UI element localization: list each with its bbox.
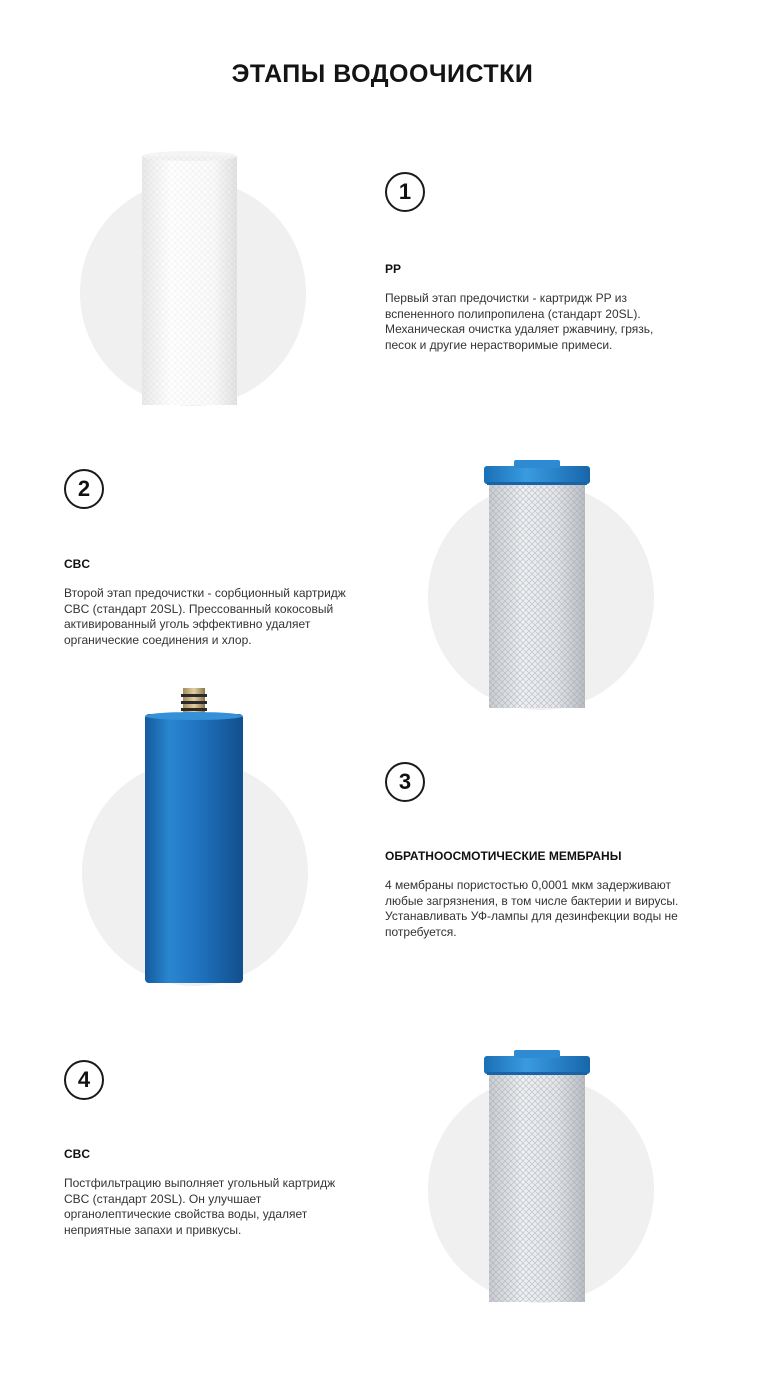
stage-2-name: CBC (64, 557, 90, 571)
stage-4-description: Постфильтрацию выполняет угольный картридж CBC (стандарт 20SL). Он улучшает органолептические свойства воды, удаляет неприятные запахи и привкусы. (64, 1176, 336, 1237)
stage-1-name: PP (385, 262, 402, 276)
stage-3-name: ОБРАТНООСМОТИЧЕСКИЕ МЕМБРАНЫ (385, 849, 622, 863)
carbon-cartridge-image (484, 460, 590, 710)
stage-2-description: Второй этап предочистки - сорбционный картридж CBC (стандарт 20SL). Прессованный кокосовый активированный уголь эффективно удаляет органические соединения и хлор. (64, 586, 346, 647)
stage-3-number: 3 (385, 762, 425, 802)
stage-3-description: 4 мембраны пористостью 0,0001 мкм задерживают любые загрязнения, в том числе бактерии и вирусы. Устанавливать УФ-лампы для дезинфекции воды не потребуется. (385, 878, 679, 939)
stage-4-number: 4 (64, 1060, 104, 1100)
stage-1-description: Первый этап предочистки - картридж PP из вспененного полипропилена (стандарт 20SL). Механическая очистка удаляет ржавчину, грязь, песок и другие нерастворимые примеси. (385, 291, 654, 352)
ro-membrane-image (145, 688, 243, 983)
stage-4-name: CBC (64, 1147, 90, 1161)
stage-2-number: 2 (64, 469, 104, 509)
carbon-cartridge-image (484, 1050, 590, 1304)
page-title: ЭТАПЫ ВОДООЧИСТКИ (231, 60, 534, 88)
stage-1-number: 1 (385, 172, 425, 212)
white-cartridge-image (142, 150, 237, 405)
